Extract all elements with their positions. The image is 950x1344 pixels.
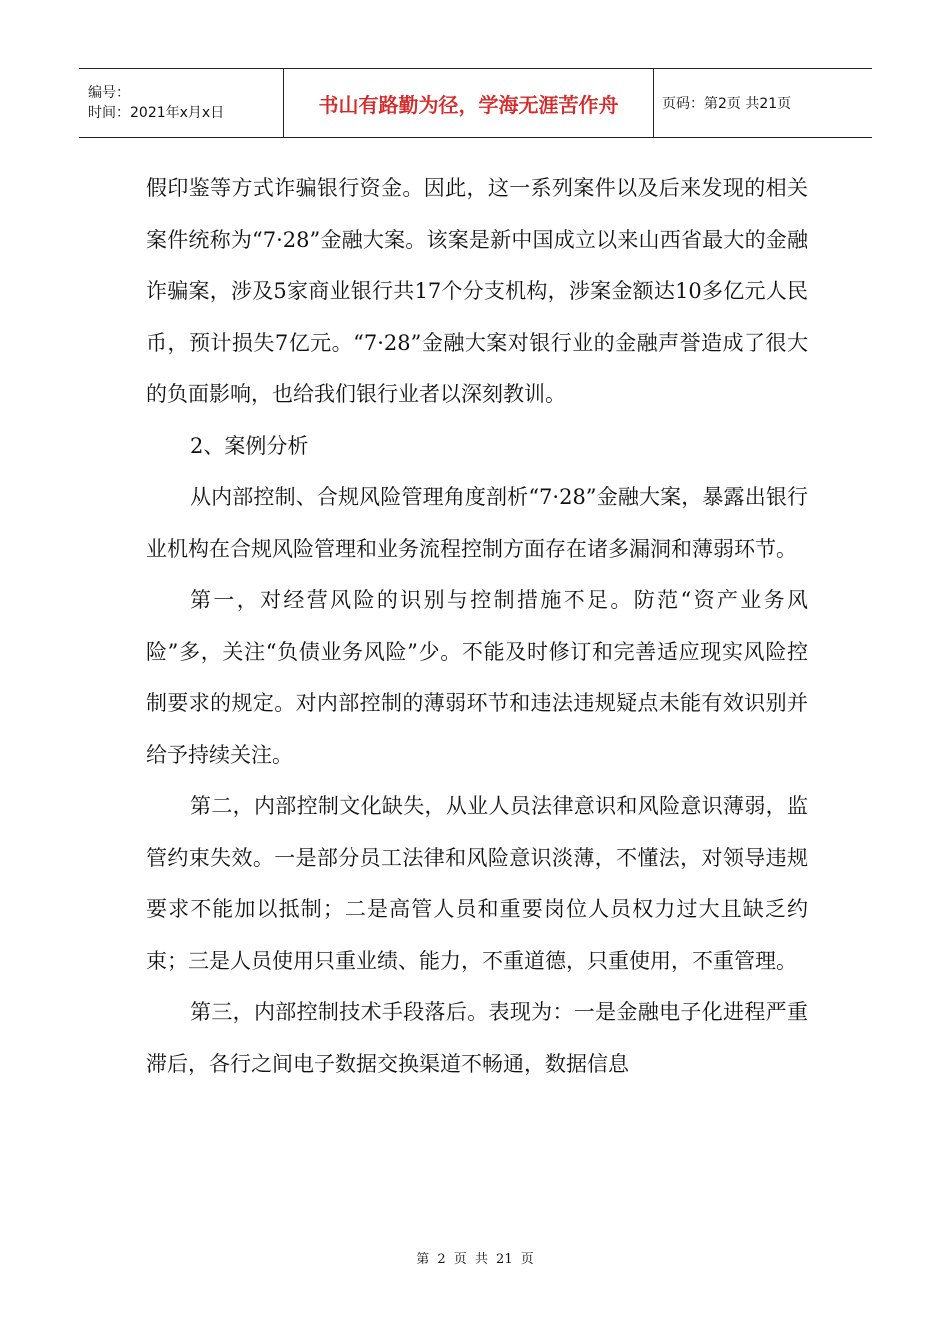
paragraph-analysis-intro: 从内部控制、合规风险管理角度剖析“7·28”金融大案，暴露出银行业机构在合规风险管理和业务流程控制方面存在诸多漏洞和薄弱环节。 [146, 485, 808, 561]
paragraph-point-one: 第一，对经营风险的识别与控制措施不足。防范“资产业务风险”多，关注“负债业务风险”少。不能及时修订和完善适应现实风险控制要求的规定。对内部控制的薄弱环节和违法违规疑点未能有效识别并给予持续关注。 [146, 588, 808, 767]
section-heading-case-analysis: 2、案例分析 [190, 433, 309, 458]
document-number-label: 编号： [88, 85, 130, 101]
page-header [79, 68, 872, 138]
page-footer: 第 2 页 共 21 页 [416, 1252, 534, 1267]
paragraph-point-two: 第二，内部控制文化缺失，从业人员法律意识和风险意识薄弱，监管约束失效。一是部分员工法律和风险意识淡薄，不懂法，对领导违规要求不能加以抵制；二是高管人员和重要岗位人员权力过大且缺乏约束；三是人员使用只重业绩、能力，不重道德，只重使用，不重管理。 [146, 794, 808, 973]
paragraph-point-three: 第三，内部控制技术手段落后。表现为：一是金融电子化进程严重滞后，各行之间电子数据交换渠道不畅通，数据信息 [146, 1000, 808, 1076]
paragraph-case-summary: 假印鉴等方式诈骗银行资金。因此，这一系列案件以及后来发现的相关案件统称为“7·28”金融大案。该案是新中国成立以来山西省最大的金融诈骗案，涉及5家商业银行共17个分支机构，涉案金额达10多亿元人民币，预计损失7亿元。“7·28”金融大案对银行业的金融声誉造成了很大的负面影响，也给我们银行业者以深刻教训。 [146, 176, 808, 406]
document-date-label: 时间：2021年x月x日 [88, 105, 225, 121]
header-motto: 书山有路勤为径，学海无涯苦作舟 [284, 69, 654, 137]
header-page-indicator: 页码：第2页 共21页 [662, 96, 792, 112]
document-body [146, 163, 808, 1090]
header-meta [79, 69, 284, 137]
